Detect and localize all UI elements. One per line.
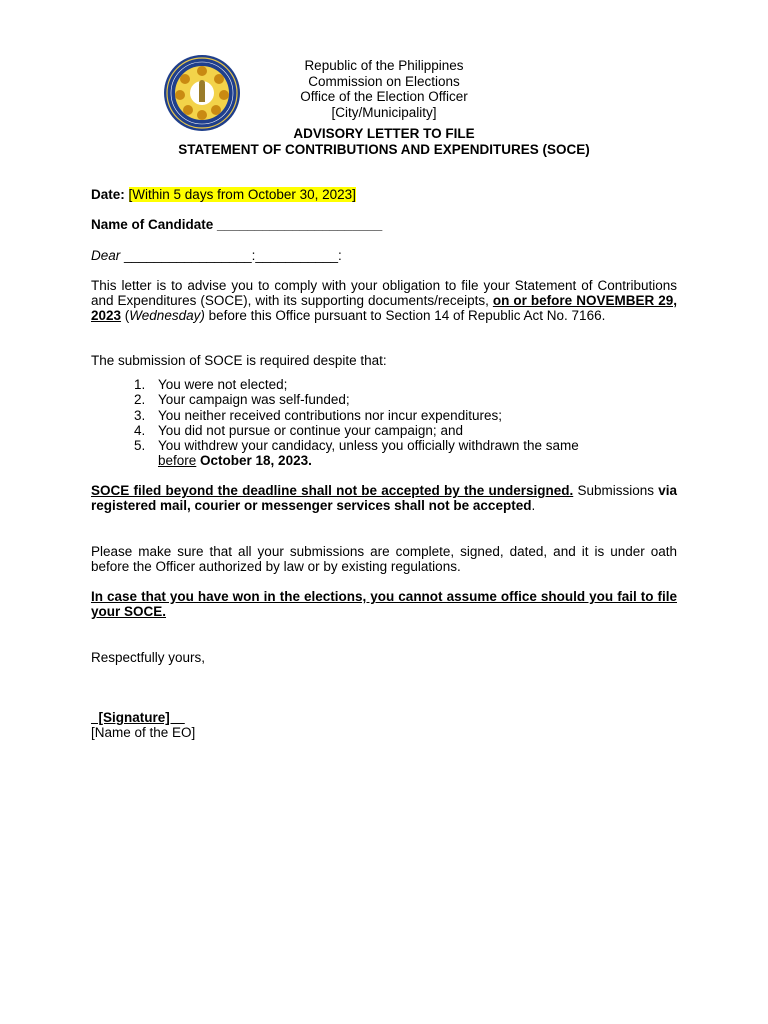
paragraph-assume-office: In case that you have won in the elections, you cannot assume office should you fail to file your SOCE. (91, 589, 677, 620)
late-filing-notice: SOCE filed beyond the deadline shall not be accepted by the undersigned. (91, 483, 574, 498)
list-number: 3. (134, 407, 146, 423)
paragraph-requirement: The submission of SOCE is required despite that: (91, 353, 387, 368)
paragraph-deadline-warning (91, 483, 677, 513)
date-value: [Within 5 days from October 30, 2023] (128, 187, 356, 202)
para1-text-a: This letter is to advise you to comply with your obligation to file your Statement of Contributions and Expenditures (SOCE), with its supporting documents/receipts, (91, 278, 677, 309)
letterhead-city: [City/Municipality] (331, 104, 437, 120)
para3-text-b: . (531, 498, 536, 514)
conditions-list (134, 377, 674, 469)
date-line (91, 187, 356, 203)
candidate-line (91, 217, 382, 233)
letterhead-office: Office of the Election Officer (300, 89, 468, 105)
list-number: 2. (134, 392, 146, 408)
before-word: before (158, 453, 197, 469)
list-number: 4. (134, 422, 146, 438)
candidate-label: Name of Candidate (91, 217, 214, 232)
withdrawal-date: October 18, 2023. (196, 453, 312, 469)
letterhead-agency: Commission on Elections (308, 73, 460, 89)
list-item (134, 408, 674, 423)
letterhead (240, 58, 528, 120)
filing-weekday: Wednesday) (129, 308, 205, 324)
list-item (134, 392, 674, 407)
filing-deadline: on or before NOVEMBER 29, 2023 (91, 293, 678, 324)
list-item (134, 423, 674, 438)
para1-text-c: before this Office pursuant to Section 14 of Republic Act No. 7166. (204, 308, 606, 324)
paragraph-completeness: Please make sure that all your submissions are complete, signed, dated, and it is under oath before the Officer authorized by law or by existing regulations. (91, 544, 677, 575)
list-text: Your campaign was self-funded; (158, 392, 350, 408)
signature-placeholder: [Signature] (91, 710, 185, 725)
list-item-continuation (134, 453, 674, 468)
closing-line: Respectfully yours, (91, 650, 206, 665)
para3-text-a: Submissions (573, 483, 659, 498)
letterhead-country: Republic of the Philippines (304, 58, 464, 73)
list-item (134, 438, 674, 453)
candidate-blank: ______________________ (217, 217, 383, 232)
comelec-seal-icon (163, 54, 241, 132)
list-text: You neither received contributions nor incur expenditures; (158, 407, 502, 423)
list-item (134, 377, 674, 392)
para1-text-b: ( (121, 308, 130, 324)
mail-submission-notice: via registered mail, courier or messenger services shall not be accepted (91, 483, 677, 514)
date-label: Date: (91, 187, 125, 202)
title-line2: STATEMENT OF CONTRIBUTIONS AND EXPENDITURES (SOCE) (178, 141, 590, 157)
title-line1: ADVISORY LETTER TO FILE (293, 126, 475, 141)
paragraph-obligation (91, 278, 677, 324)
letter-title (90, 126, 678, 157)
signatory-name: [Name of the EO] (91, 725, 196, 740)
list-number: 5. (134, 438, 146, 454)
list-text: You did not pursue or continue your campaign; and (158, 422, 463, 438)
salutation-dear: Dear (91, 248, 121, 263)
list-text: You withdrew your candidacy, unless you officially withdrawn the same (158, 438, 579, 454)
list-number: 1. (134, 377, 146, 392)
list-text: You were not elected; (158, 377, 288, 392)
salutation-blank: _________________:___________: (120, 248, 342, 263)
salutation-line (91, 248, 342, 264)
